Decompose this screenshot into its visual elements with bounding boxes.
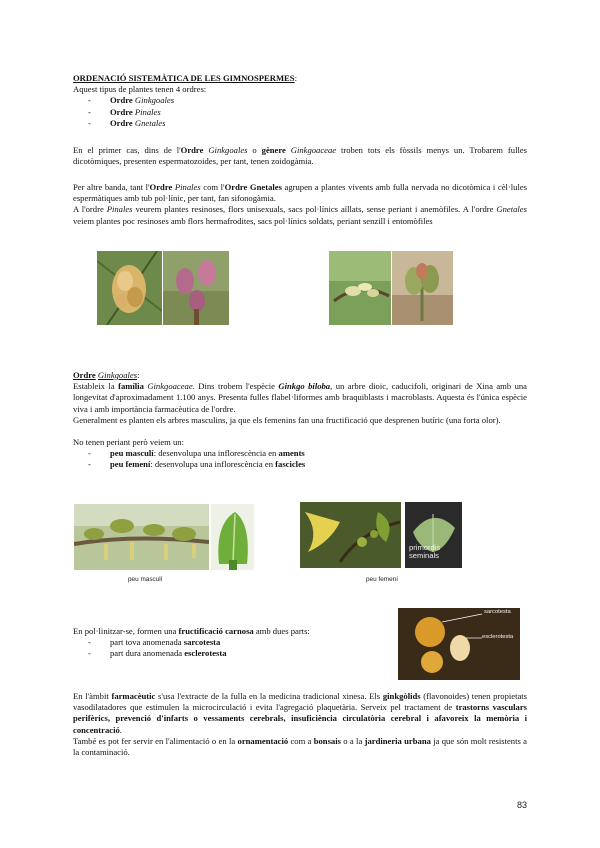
primordis-label: primordis seminals <box>409 543 441 561</box>
page-number: 83 <box>516 800 527 810</box>
esclerotesta-label: esclerotesta <box>482 634 514 640</box>
list-item: - peu femení: desenvolupa una inflorescència en fascicles <box>73 459 527 470</box>
section-heading: ORDENACIÓ SISTEMÀTICA DE LES GIMNOSPERMES: <box>73 73 297 83</box>
orders-list <box>73 95 527 129</box>
list-item: - part dura anomenada esclerotesta <box>73 648 373 659</box>
periant-intro: No tenen periant però veiem un: <box>73 437 184 448</box>
gnetales-flower-photo <box>329 251 391 325</box>
pink-cones-photo <box>163 251 229 325</box>
section-heading: Ordre Ginkgoales: <box>73 370 140 380</box>
ginkgo-description: Estableix la família Ginkgoaceae. Dins trobem l'espècie Ginkgo biloba, un arbre dioic, caducifoli, originari de Xina amb una longevitat d'aproximadament 1.100 anys. Presenta fulles flabel·liformes amb braquiblasts i macroblasts. Aquesta és l'única espècie viva i amb importància farmacèutica de l'ordre. <box>73 381 527 414</box>
paragraph-pinales-gnetales: Per altre banda, tant l'Ordre Pinales com l'Ordre Gnetales agrupen a plantes vivents amb fulla nervada no dicotòmica i cèl·lules espermàtiques amb tub pol·línic, per tant, fan sifonogàmia. A l'ordre Pinales veurem plantes resinoses, flors unisexuals, sacs pol·línics aïllats, sense periant i anemòfiles. A l'ordre Gnetales veiem plantes poc resinoses amb flors hermafrodites, sacs pol·línics soldats, periant senzill i entomòfiles <box>73 182 528 226</box>
pollination-text: En pol·linitzar-se, formen una fructificació carnosa amb dues parts: <box>73 626 310 636</box>
pollination-section <box>73 626 373 660</box>
primordis-seminals-photo <box>405 502 462 568</box>
ginkgo-male-catkins-photo <box>74 504 209 570</box>
ginkgo-seeds-photo <box>398 608 520 680</box>
list-item: - Ordre Gnetales <box>73 118 527 129</box>
list-item: - part tova anomenada sarcotesta <box>73 637 373 648</box>
peu-list <box>73 448 527 470</box>
intro-text: Aquest tipus de plantes tenen 4 ordres: <box>73 84 207 95</box>
gymnosperm-classification-section <box>73 73 527 129</box>
ginkgo-female-branch-photo <box>300 502 401 568</box>
parts-list <box>73 637 373 659</box>
caption-peu-masculi: peu masculí <box>128 576 163 583</box>
caption-peu-femeni: peu femení <box>366 576 398 583</box>
pharmaceutical-paragraph: En l'àmbit farmacèutic s'usa l'extracte de la fulla en la medicina tradicional xinesa. Els ginkgòlids (flavonoides) tenen propietats vasodilatadores que estimulen la microcirculació i evita l'agregació plaquetària. Serveix pel tractament de trastorns vasculars perifèrics, prevenció d'infarts o vessaments cerebrals, insuficiència circulatòria cerebral i afavoreix la memòria i concentració. També es pot fer servir en l'alimentació o en la ornamentació com a bonsais o a la jardineria urbana ja que són molt resistents a la contaminació. <box>73 691 528 758</box>
ginkgo-ovule-photo <box>211 504 254 570</box>
ginkgo-planting-note: Generalment es planten els arbres masculins, ja que els femenins fan una fructificació que desprenen butíric (una forta olor). <box>73 414 501 425</box>
list-item: - Ordre Pinales <box>73 107 527 118</box>
sarcotesta-label: sarcotesta <box>484 609 511 615</box>
paragraph-ginkgoales-intro: En el primer cas, dins de l'Ordre Ginkgoales o gènere Ginkgoaceae troben tots els fòssils menys un. Trobarem fulles dicotòmiques, presenten espermatozoides, per tant, tenen zoidogàmia. <box>73 145 528 167</box>
pine-cone-photo <box>97 251 162 325</box>
gnetales-fruit-photo <box>392 251 453 325</box>
list-item: - peu masculí: desenvolupa una inflorescència en aments <box>73 448 527 459</box>
ginkgoales-section <box>73 370 527 471</box>
list-item: - Ordre Ginkgoales <box>73 95 527 106</box>
